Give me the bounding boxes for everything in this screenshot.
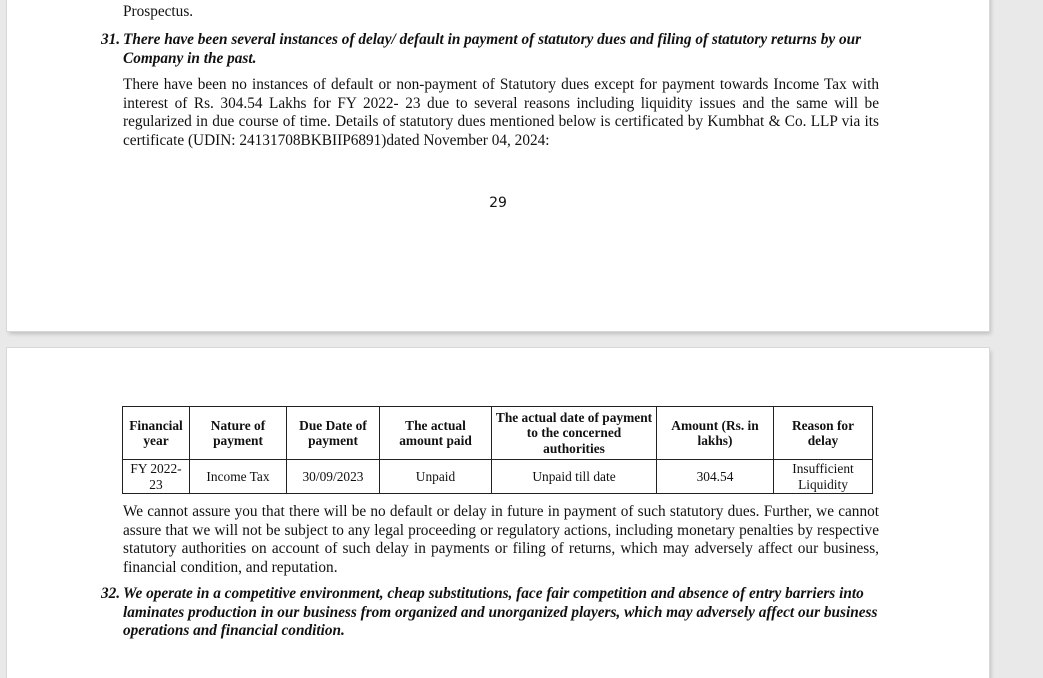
table-cell: Unpaid till date (492, 460, 657, 494)
column-header: Nature of payment (190, 407, 287, 460)
page-number: 29 (489, 195, 507, 211)
assurance-paragraph: We cannot assure you that there will be no default or delay in future in payment of such statutory dues. Further, we cannot assure that we will not be subject to any legal proceeding or regulatory actions, including monetary penalties by respective statutory authorities on account of such delay in payments or filing of returns, which may adversely affect our business, financial condition, and reputation. (123, 503, 879, 576)
table-cell: Insufficient Liquidity (774, 460, 873, 494)
column-header: Due Date of payment (287, 407, 380, 460)
risk-factor-title: There have been several instances of delay/ default in payment of statutory dues and filing of statutory returns by our Company in the past. (123, 31, 862, 67)
table-cell: 30/09/2023 (287, 460, 380, 494)
statutory-dues-table (122, 406, 873, 494)
risk-factor-32-heading (101, 585, 881, 640)
risk-factor-title: We operate in a competitive environment, cheap substitutions, face fair competition and absence of entry barriers into laminates production in our business from organized and unorganized players, which may adversely affect our business operations and financial condition. (123, 585, 878, 640)
risk-factor-number: 31. (101, 31, 121, 48)
document-page-29 (7, 0, 989, 331)
column-header: Amount (Rs. in lakhs) (657, 407, 774, 460)
column-header: The actual date of payment to the concerned authorities (492, 407, 657, 460)
document-page-30 (7, 348, 989, 678)
table-row (123, 460, 873, 494)
risk-factor-number: 32. (101, 585, 121, 602)
previous-paragraph-tail: Prospectus. (123, 3, 194, 20)
risk-factor-31-body: There have been no instances of default or non-payment of Statutory dues except for payment towards Income Tax with interest of Rs. 304.54 Lakhs for FY 2022- 23 due to several reasons including liquidity issues and the same will be regularized in due course of time. Details of statutory dues mentioned below is certificated by Kumbhat & Co. LLP via its certificate (UDIN: 24131708BKBIIP6891)dated November 04, 2024: (123, 76, 879, 149)
table-cell: Unpaid (380, 460, 492, 494)
column-header: The actual amount paid (380, 407, 492, 460)
table-header-row (123, 407, 873, 460)
table-cell: FY 2022-23 (123, 460, 190, 494)
column-header: Financial year (123, 407, 190, 460)
column-header: Reason for delay (774, 407, 873, 460)
table-cell: 304.54 (657, 460, 774, 494)
table-cell: Income Tax (190, 460, 287, 494)
risk-factor-31-heading (101, 31, 881, 67)
